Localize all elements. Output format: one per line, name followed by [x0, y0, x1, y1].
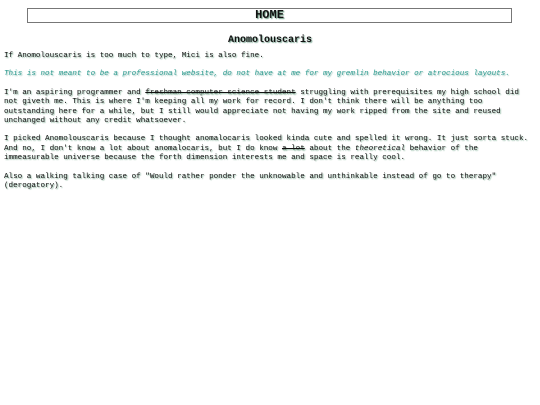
home-nav-button[interactable]: HOME [27, 8, 512, 23]
about-text-2: struggling with prerequisites my high school did not giveth me. This is where I'm keeping all my work for record. I don't think there will be anything too outstanding here for a while, but I still would appreciate not having my work ripped from the site and reused unchanged without any credit whatsoever. [4, 88, 519, 126]
nickname-paragraph: If Anomolouscaris is too much to type, Mici is also fine. [4, 52, 264, 60]
theoretical-emphasis: theoretical [354, 144, 406, 153]
page-title: Anomolouscaris [227, 35, 312, 46]
therapy-paragraph: Also a walking talking case of "Would rather ponder the unknowable and unthinkable instead of go to therapy" (derogatory). [4, 172, 497, 191]
struck-a-lot-text: a lot [281, 144, 305, 153]
name-origin-paragraph [4, 135, 536, 163]
struck-student-text: freshman computer science student [145, 88, 296, 97]
name-origin-text-1: I picked Anomolouscaris because I thought anomalocaris looked kinda cute and spelled it wrong. It just sorta stuck. And no, I don't know a lot about anomalocaris, but I do know [4, 135, 529, 153]
name-origin-text-3: behavior of the immeasurable universe because the forth dimension interests me and space is really cool. [4, 144, 478, 163]
about-text-1: I'm an aspiring programmer and [4, 88, 146, 97]
main-content [4, 35, 536, 200]
disclaimer-note: This is not meant to be a professional website, do not have at me for my gremlin behavior or atrocious layouts. [4, 70, 510, 79]
about-paragraph [4, 89, 536, 127]
name-origin-text-2: about the [304, 144, 355, 153]
